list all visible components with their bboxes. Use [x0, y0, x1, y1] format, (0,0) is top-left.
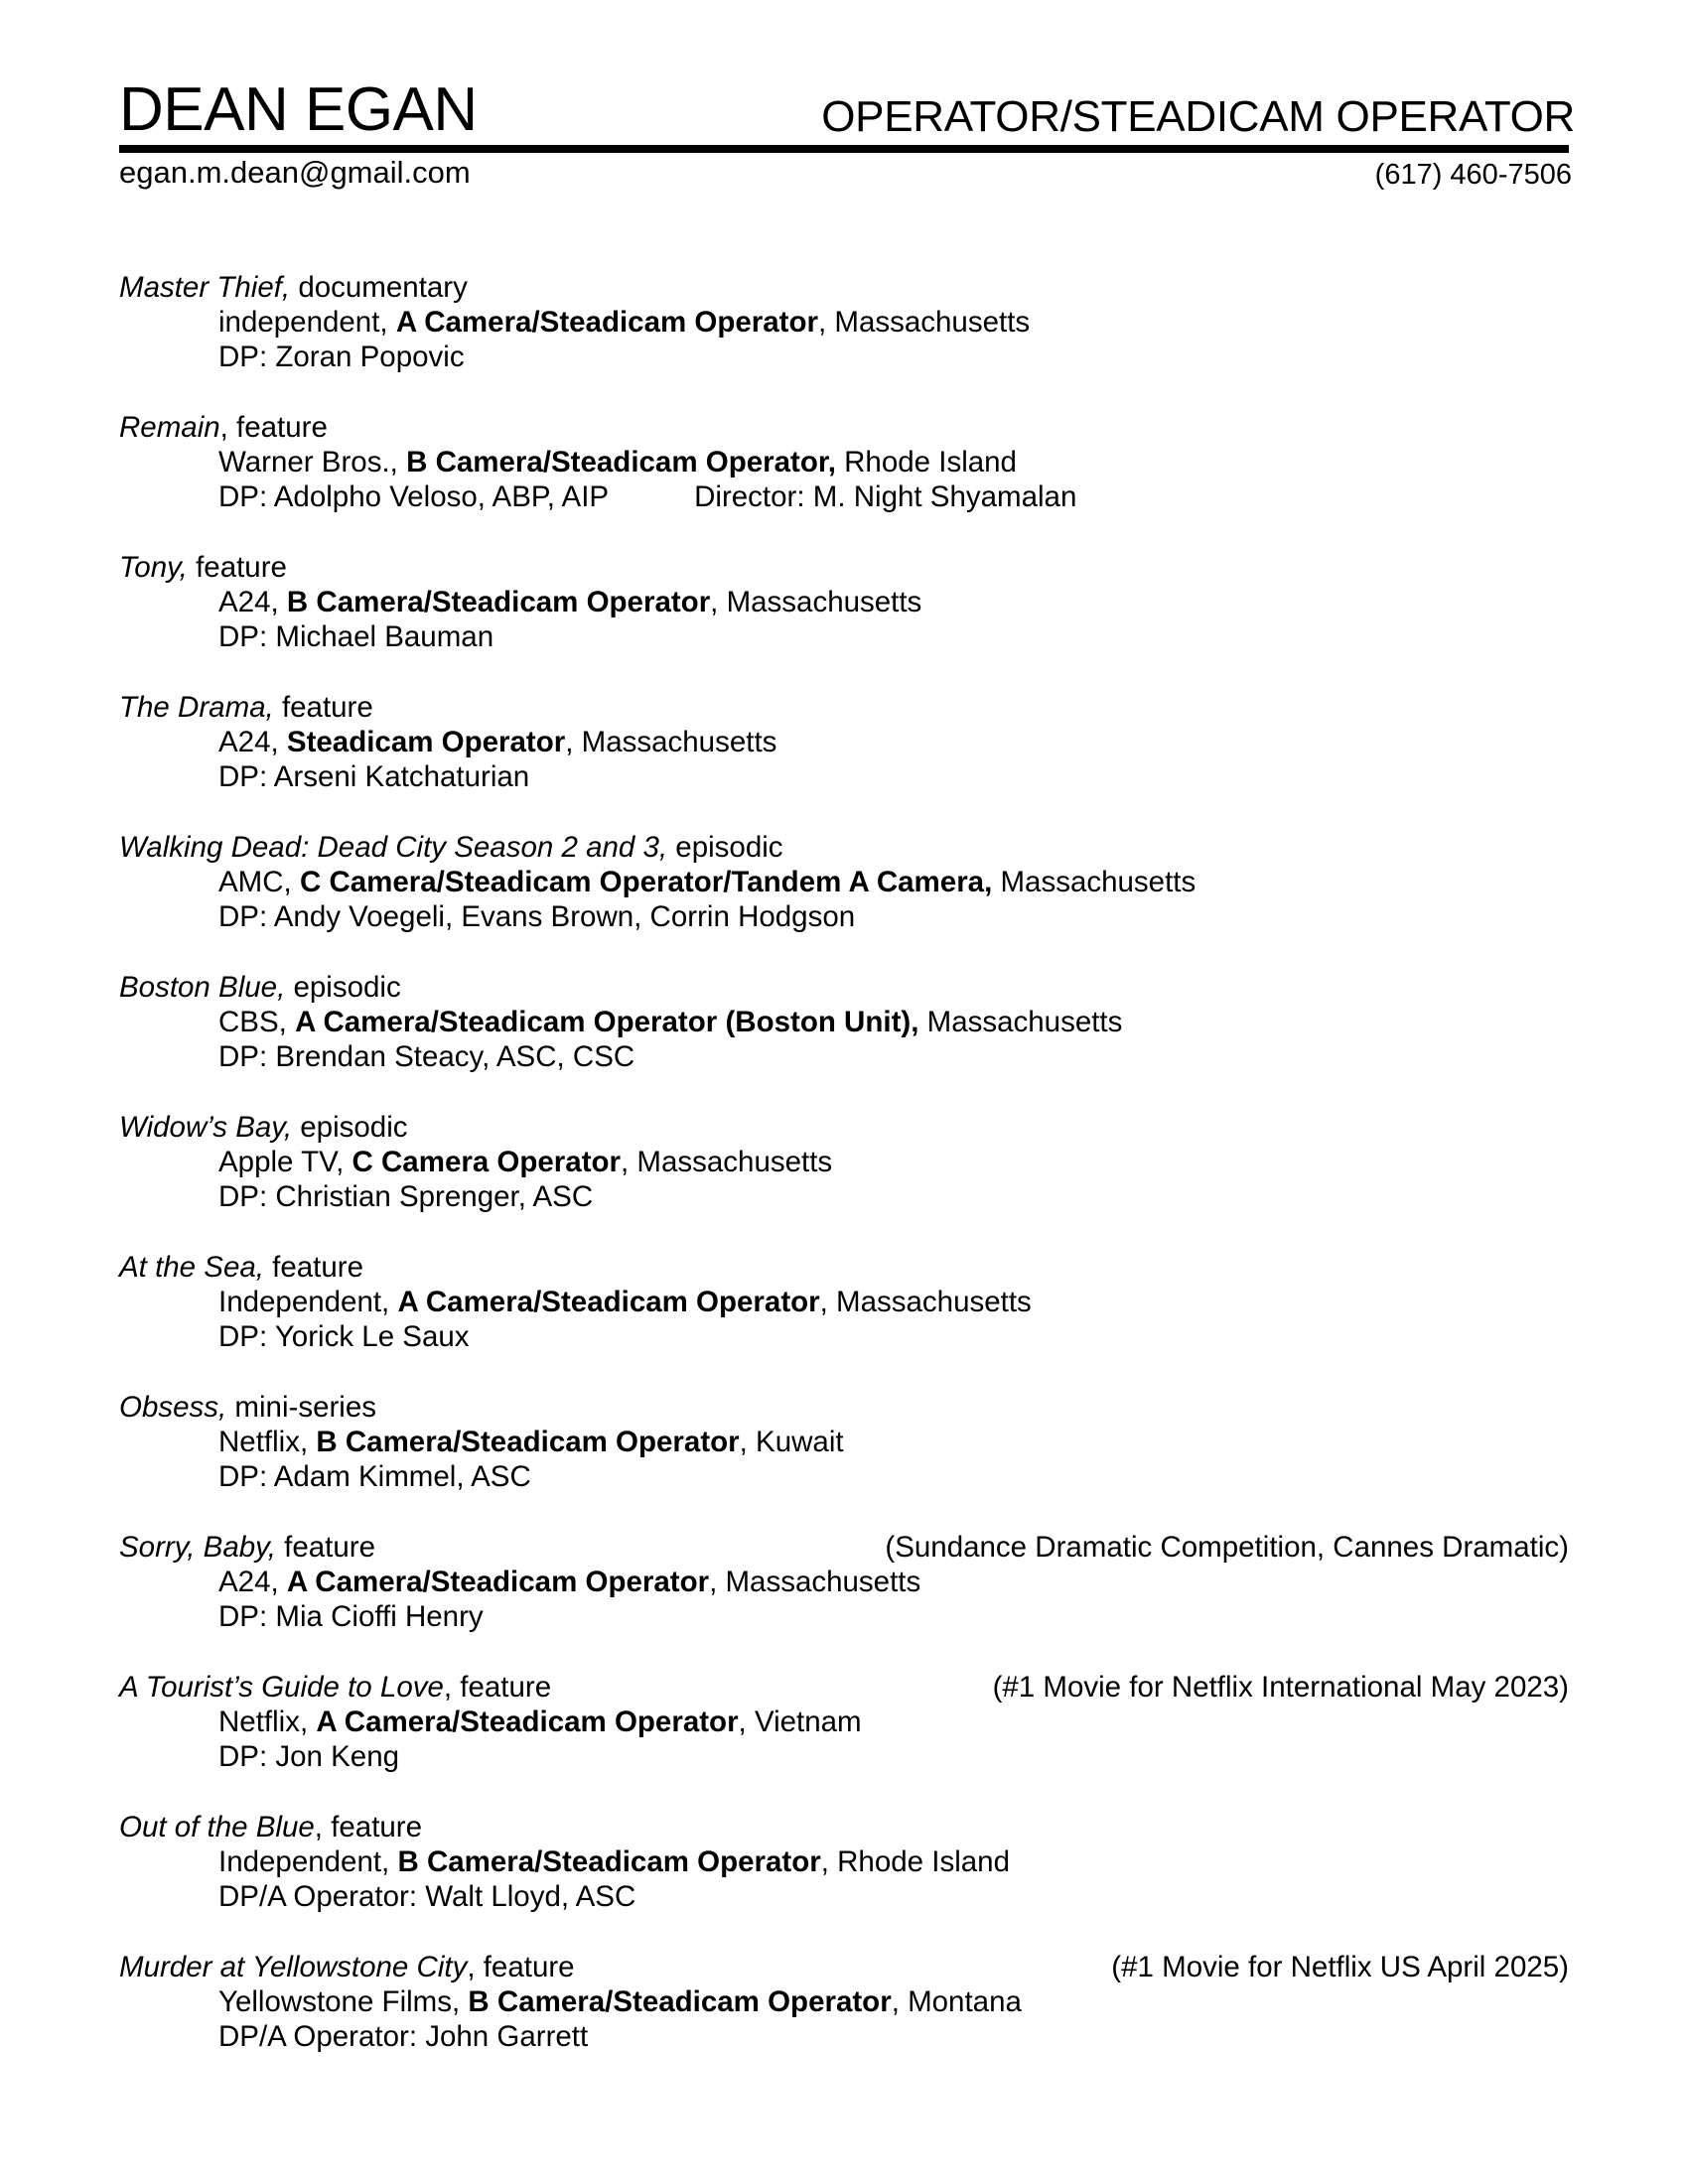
credit-dp-line — [119, 899, 1569, 934]
director-credit: Director: M. Night Shyamalan — [694, 480, 1077, 513]
dp-credit: DP: Adam Kimmel, ASC — [218, 1460, 531, 1493]
credit-entry — [119, 1390, 1569, 1530]
credit-entry — [119, 1530, 1569, 1670]
credit-entry — [119, 830, 1569, 970]
location: , Massachusetts — [709, 1566, 921, 1598]
studio: Yellowstone Films, — [218, 1985, 469, 2018]
position: A Camera/Steadicam Operator — [397, 1286, 820, 1318]
header-divider — [119, 145, 1569, 153]
dp-credit: DP: Adolpho Veloso, ABP, AIP — [218, 480, 610, 513]
project-title: Out of the Blue — [119, 1811, 315, 1843]
credit-title-line — [119, 970, 1569, 1005]
project-title: The Drama, — [119, 691, 274, 724]
project-title: Boston Blue, — [119, 971, 286, 1004]
credit-dp-line — [119, 340, 1569, 374]
credit-dp-line — [119, 1599, 1569, 1634]
project-type: mini-series — [226, 1391, 377, 1424]
project-type: episodic — [292, 1111, 408, 1144]
project-note: (#1 Movie for Netflix International May 2023) — [992, 1671, 1569, 1704]
credit-entry — [119, 270, 1569, 410]
project-title: Sorry, Baby, — [119, 1531, 276, 1564]
credit-position-line — [119, 1005, 1569, 1039]
credit-title-line — [119, 410, 1569, 445]
project-title: Tony, — [119, 551, 188, 584]
position: A Camera/Steadicam Operator — [395, 306, 818, 339]
project-title: Widow’s Bay, — [119, 1111, 293, 1144]
position: A Camera/Steadicam Operator — [286, 1566, 710, 1598]
project-type: , feature — [467, 1951, 575, 1983]
credit-title-line — [119, 1250, 1569, 1285]
studio: Netflix, — [218, 1426, 317, 1458]
credit-dp-line — [119, 1739, 1569, 1774]
project-type: , feature — [219, 411, 328, 444]
credit-title-line — [119, 270, 1569, 305]
credit-position-line — [119, 585, 1569, 619]
project-note: (Sundance Dramatic Competition, Cannes Dramatic) — [885, 1531, 1569, 1564]
location: , Massachusetts — [819, 1286, 1032, 1318]
project-type: feature — [263, 1251, 364, 1284]
project-title: Murder at Yellowstone City — [119, 1951, 468, 1983]
contact-info — [119, 153, 1572, 193]
credits-list — [119, 270, 1569, 2090]
project-type: feature — [187, 551, 287, 584]
dp-credit: DP/A Operator: Walt Lloyd, ASC — [218, 1880, 636, 1913]
project-title: Master Thief, — [119, 271, 291, 304]
resume-header — [119, 75, 1575, 145]
position: Steadicam Operator — [286, 726, 566, 758]
credit-entry — [119, 1670, 1569, 1810]
position: B Camera/Steadicam Operator, — [406, 446, 836, 478]
dp-credit: DP: Christian Sprenger, ASC — [218, 1180, 594, 1213]
dp-credit: DP: Andy Voegeli, Evans Brown, Corrin Hodgson — [218, 900, 856, 933]
location: Massachusetts — [918, 1006, 1123, 1038]
credit-entry — [119, 550, 1569, 690]
position: B Camera/Steadicam Operator — [468, 1985, 892, 2018]
dp-credit: DP: Zoran Popovic — [218, 341, 465, 373]
location: , Montana — [891, 1985, 1022, 2018]
credit-position-line — [119, 445, 1569, 479]
credit-dp-line — [119, 1459, 1569, 1494]
dp-credit: DP: Michael Bauman — [218, 620, 494, 653]
studio: A24, — [218, 586, 287, 618]
project-type: , feature — [443, 1671, 552, 1704]
credit-entry — [119, 1110, 1569, 1250]
credit-entry — [119, 1250, 1569, 1390]
credit-entry — [119, 970, 1569, 1110]
credit-dp-line — [119, 1039, 1569, 1074]
location: Rhode Island — [835, 446, 1017, 478]
project-type: episodic — [667, 831, 783, 864]
credit-position-line — [119, 1145, 1569, 1179]
dp-credit: DP/A Operator: John Garrett — [218, 2020, 589, 2053]
credit-title-line — [119, 1950, 1569, 1984]
position: C Camera Operator — [352, 1146, 622, 1178]
credit-position-line — [119, 1984, 1569, 2019]
project-type: feature — [273, 691, 373, 724]
studio: AMC, — [218, 866, 300, 898]
credit-title-line — [119, 550, 1569, 585]
credit-dp-line — [119, 759, 1569, 794]
project-title: A Tourist’s Guide to Love — [119, 1671, 444, 1704]
applicant-name: DEAN EGAN — [119, 75, 478, 144]
dp-credit: DP: Brendan Steacy, ASC, CSC — [218, 1040, 635, 1073]
credit-title-line — [119, 1810, 1569, 1844]
applicant-role: OPERATOR/STEADICAM OPERATOR — [821, 92, 1575, 141]
position: B Camera/Steadicam Operator — [286, 586, 711, 618]
credit-title-line — [119, 690, 1569, 725]
position: B Camera/Steadicam Operator — [397, 1845, 821, 1878]
studio: Warner Bros., — [218, 446, 407, 478]
credit-position-line — [119, 1565, 1569, 1599]
location: Massachusetts — [992, 866, 1196, 898]
studio: Independent, — [218, 1286, 398, 1318]
location: , Massachusetts — [710, 586, 922, 618]
credit-title-line — [119, 1110, 1569, 1145]
dp-credit: DP: Yorick Le Saux — [218, 1320, 470, 1353]
project-type: episodic — [285, 971, 401, 1004]
credit-dp-line — [119, 1879, 1569, 1914]
position: A Camera/Steadicam Operator (Boston Unit), — [295, 1006, 919, 1038]
location: , Massachusetts — [621, 1146, 833, 1178]
position: C Camera/Steadicam Operator/Tandem A Camera, — [299, 866, 993, 898]
location: , Vietnam — [738, 1706, 862, 1738]
project-title: At the Sea, — [119, 1251, 264, 1284]
credit-dp-line — [119, 1179, 1569, 1214]
location: , Kuwait — [739, 1426, 844, 1458]
credit-dp-line — [119, 2019, 1569, 2054]
credit-position-line — [119, 305, 1569, 340]
credit-title-line — [119, 1530, 1569, 1565]
credit-entry — [119, 1810, 1569, 1950]
credit-title-line — [119, 830, 1569, 865]
credit-title-line — [119, 1670, 1569, 1705]
project-note: (#1 Movie for Netflix US April 2025) — [1111, 1951, 1569, 1983]
credit-title-line — [119, 1390, 1569, 1425]
studio: independent, — [218, 306, 396, 339]
credit-position-line — [119, 1844, 1569, 1879]
studio: A24, — [218, 726, 287, 758]
phone-number[interactable]: (617) 460-7506 — [1374, 159, 1572, 191]
project-title: Obsess, — [119, 1391, 227, 1424]
dp-credit: DP: Mia Cioffi Henry — [218, 1600, 484, 1633]
studio: Netflix, — [218, 1706, 317, 1738]
position: A Camera/Steadicam Operator — [316, 1706, 739, 1738]
credit-position-line — [119, 725, 1569, 759]
credit-dp-line — [119, 479, 1569, 514]
credit-position-line — [119, 1285, 1569, 1319]
location: , Rhode Island — [820, 1845, 1010, 1878]
studio: A24, — [218, 1566, 287, 1598]
project-type: , feature — [314, 1811, 423, 1843]
credit-dp-line — [119, 1319, 1569, 1354]
email-address[interactable]: egan.m.dean@gmail.com — [119, 155, 471, 190]
location: , Massachusetts — [818, 306, 1031, 339]
credit-position-line — [119, 1425, 1569, 1459]
project-title: Walking Dead: Dead City Season 2 and 3, — [119, 831, 668, 864]
dp-credit: DP: Jon Keng — [218, 1740, 400, 1773]
position: B Camera/Steadicam Operator — [316, 1426, 740, 1458]
credit-entry — [119, 1950, 1569, 2090]
studio: Independent, — [218, 1845, 398, 1878]
studio: Apple TV, — [218, 1146, 352, 1178]
credit-entry — [119, 410, 1569, 550]
project-type: feature — [275, 1531, 375, 1564]
project-title: Remain — [119, 411, 220, 444]
credit-entry — [119, 690, 1569, 830]
credit-position-line — [119, 865, 1569, 899]
project-type: documentary — [290, 271, 468, 304]
location: , Massachusetts — [565, 726, 777, 758]
credit-position-line — [119, 1705, 1569, 1739]
dp-credit: DP: Arseni Katchaturian — [218, 760, 530, 793]
studio: CBS, — [218, 1006, 296, 1038]
credit-dp-line — [119, 619, 1569, 654]
